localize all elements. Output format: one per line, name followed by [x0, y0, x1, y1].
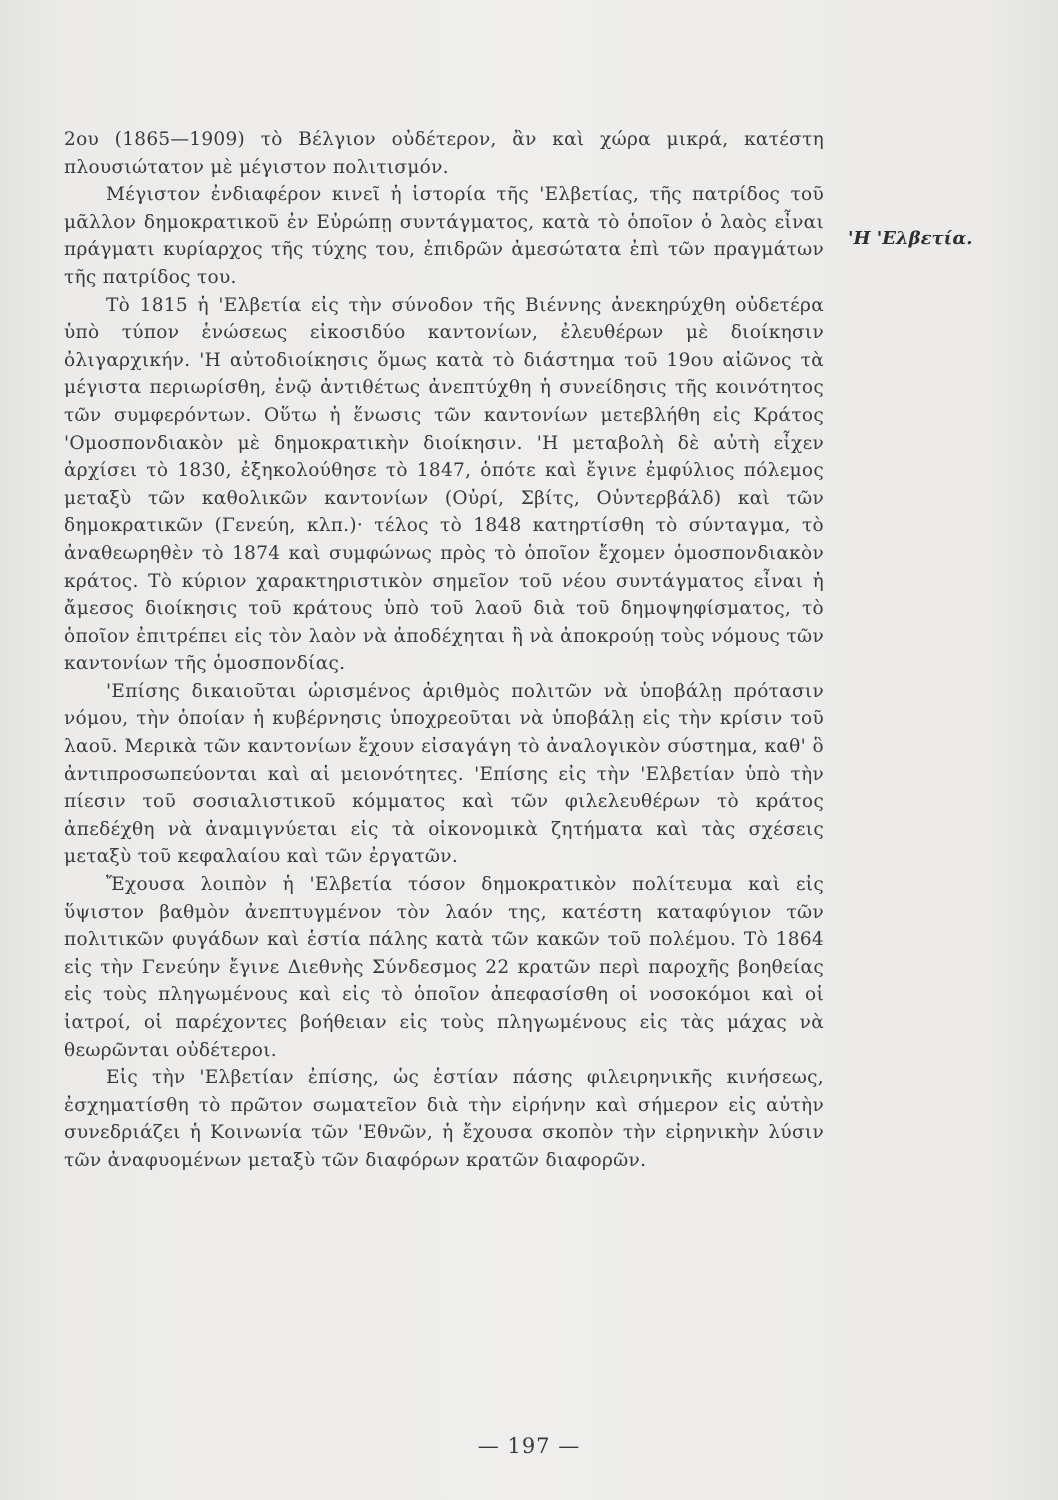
paragraph: Ἔχουσα λοιπὸν ἡ 'Ελβετία τόσον δημοκρατικὸν πολίτευμα καὶ εἰς ὕψιστον βαθμὸν ἀνεπτυγμένον τὸν λαόν της, κατέστη καταφύγιον τῶν πολιτικῶν φυγάδων καὶ ἑστία πάλης κατὰ τῶν κακῶν τοῦ πολέμου. Τὸ 1864 εἰς τὴν Γενεύην ἔγινε Διεθνὴς Σύνδεσμος 22 κρατῶν περὶ παροχῆς βοηθείας εἰς τοὺς πληγωμένους καὶ εἰς τὸ ὁποῖον ἀπεφασίσθη οἱ νοσοκόμοι καὶ οἱ ἰατροί, οἱ παρέχοντες βοήθειαν εἰς τοὺς πληγωμένους εἰς τὰς μάχας νὰ θεωρῶνται οὐδέτεροι. — [64, 874, 824, 1061]
paragraph: Μέγιστον ἐνδιαφέρον κινεῖ ἡ ἱστορία τῆς 'Ελβετίας, τῆς πατρίδος τοῦ μᾶλλον δημοκρατικοῦ ἐν Εὐρώπῃ συντάγματος, κατὰ τὸ ὁποῖον ὁ λαὸς εἶναι πράγματι κυρίαρχος τῆς τύχης του, ἐπιδρῶν ἀμεσώτατα ἐπὶ τῶν πραγμάτων τῆς πατρίδος του. — [64, 184, 824, 288]
page-number: — 197 — — [477, 1434, 581, 1458]
body-text — [64, 126, 824, 1175]
paragraph: 'Επίσης δικαιοῦται ὡρισμένος ἀριθμὸς πολιτῶν νὰ ὑποβάλῃ πρότασιν νόμου, τὴν ὁποίαν ἡ κυβέρνησις ὑποχρεοῦται νὰ ὑποβάλῃ εἰς τὴν κρίσιν τοῦ λαοῦ. Μερικὰ τῶν καντονίων ἔχουν εἰσαγάγη τὸ ἀναλογικὸν σύστημα, καθ' ὃ ἀντιπροσωπεύονται καὶ αἱ μειονότητες. 'Επίσης εἰς τὴν 'Ελβετίαν ὑπὸ τὴν πίεσιν τοῦ σοσιαλιστικοῦ κόμματος καὶ τῶν φιλελευθέρων τὸ κράτος ἀπεδέχθη νὰ ἀναμιγνύεται εἰς τὰ οἰκονομικὰ ζητήματα καὶ τὰς σχέσεις μεταξὺ τοῦ κεφαλαίου καὶ τῶν ἐργατῶν. — [64, 680, 824, 868]
margin-note: 'Η 'Ελβετία. — [848, 228, 973, 249]
paragraph: 2ου (1865—1909) τὸ Βέλγιον οὐδέτερον, ἂν καὶ χώρα μικρά, κατέστη πλουσιώτατον μὲ μέγιστον πολιτισμόν. — [64, 129, 824, 178]
paragraph: Εἰς τὴν 'Ελβετίαν ἐπίσης, ὡς ἑστίαν πάσης φιλειρηνικῆς κινήσεως, ἐσχηματίσθη τὸ πρῶτον σωματεῖον διὰ τὴν εἰρήνην καὶ σήμερον εἰς αὐτὴν συνεδριάζει ἡ Κοινωνία τῶν 'Εθνῶν, ἡ ἔχουσα σκοπὸν τὴν εἰρηνικὴν λύσιν τῶν ἀναφυομένων μεταξὺ τῶν διαφόρων κρατῶν διαφορῶν. — [64, 1067, 824, 1171]
paragraph: Τὸ 1815 ἡ 'Ελβετία εἰς τὴν σύνοδον τῆς Βιέννης ἀνεκηρύχθη οὐδετέρα ὑπὸ τύπον ἑνώσεως εἰκοσιδύο καντονίων, ἐλευθέρων μὲ διοίκησιν ὀλιγαρχικήν. 'Η αὐτοδιοίκησις ὅμως κατὰ τὸ διάστημα τοῦ 19ου αἰῶνος τὰ μέγιστα περιωρίσθη, ἐνῷ ἀντιθέτως ἀνεπτύχθη ἡ συνείδησις τῆς κοινότητος τῶν συμφερόντων. Οὕτω ἡ ἕνωσις τῶν καντονίων μετεβλήθη εἰς Κράτος 'Ομοσπονδιακὸν μὲ δημοκρατικὴν διοίκησιν. 'Η μεταβολὴ δὲ αὐτὴ εἶχεν ἀρχίσει τὸ 1830, ἐξηκολούθησε τὸ 1847, ὁπότε καὶ ἔγινε ἐμφύλιος πόλεμος μεταξὺ τῶν καθολικῶν καντονίων (Οὐρί, Σβίτς, Οὐντερβάλδ) καὶ τῶν δημοκρατικῶν (Γενεύη, κλπ.)· τέλος τὸ 1848 κατηρτίσθη τὸ σύνταγμα, τὸ ἀναθεωρηθὲν τὸ 1874 καὶ συμφώνως πρὸς τὸ ὁποῖον ἔχομεν ὁμοσπονδιακὸν κράτος. Τὸ κύριον χαρακτηριστικὸν σημεῖον τοῦ νέου συντάγματος εἶναι ἡ ἄμεσος διοίκησις τοῦ κράτους ὑπὸ τοῦ λαοῦ διὰ τοῦ δημοψηφίσματος, τὸ ὁποῖον ἐπιτρέπει εἰς τὸν λαὸν νὰ ἀποδέχηται ἢ νὰ ἀποκρούῃ τοὺς νόμους τῶν καντονίων τῆς ὁμοσπονδίας. — [64, 294, 824, 675]
